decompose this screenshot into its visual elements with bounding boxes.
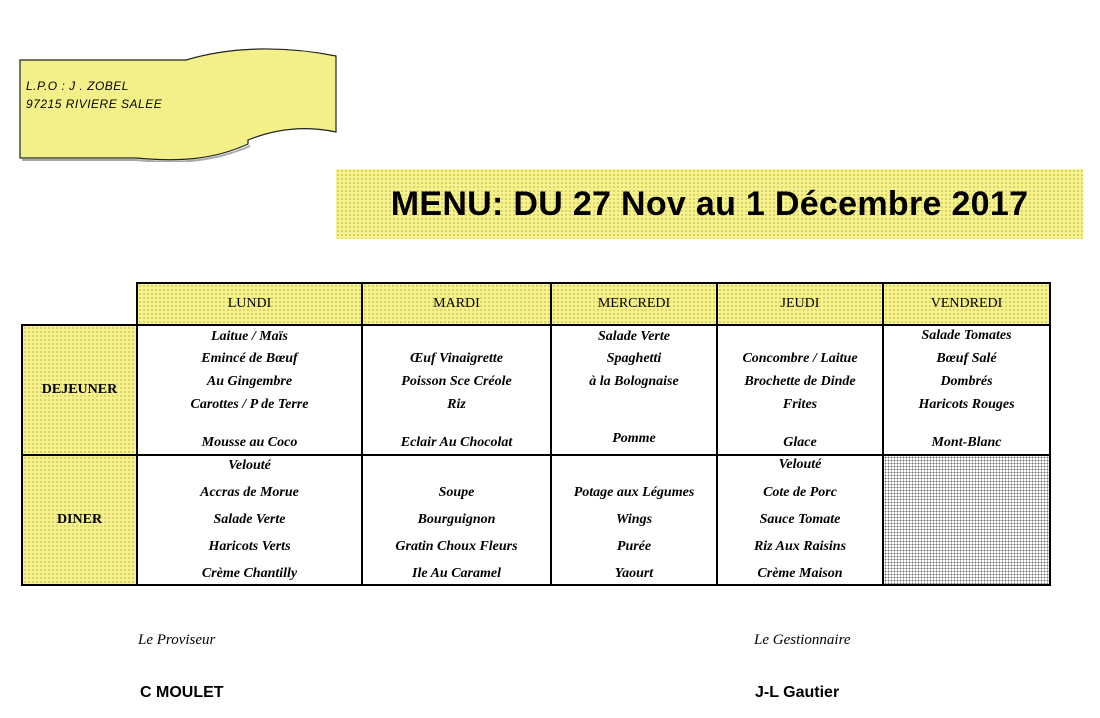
school-info	[26, 77, 286, 113]
menu-item: Wings	[615, 512, 653, 527]
diner-lundi	[137, 455, 362, 585]
menu-item: Purée	[616, 539, 652, 554]
day-header-jeudi: JEUDI	[717, 283, 883, 325]
menu-item: Laitue / Maïs	[210, 329, 288, 344]
diner-jeudi	[717, 455, 883, 585]
menu-item: Mousse au Coco	[201, 435, 298, 450]
menu-item: Emincé de Bœuf	[201, 351, 298, 366]
signature-name-gestionnaire: J-L Gautier	[755, 684, 840, 701]
menu-item: Frites	[782, 397, 818, 412]
menu-item: Crème Chantilly	[201, 566, 298, 581]
signature-title-gestionnaire: Le Gestionnaire	[754, 632, 851, 648]
menu-item: Haricots Rouges	[918, 397, 1015, 412]
menu-item: Haricots Verts	[208, 539, 291, 554]
day-header-lundi: LUNDI	[137, 283, 362, 325]
menu-item: Gratin Choux Fleurs	[395, 539, 518, 554]
menu-item: Concombre / Laitue	[742, 351, 858, 366]
dejeuner-row	[22, 325, 1050, 455]
dejeuner-jeudi	[717, 325, 883, 455]
menu-item: Ile Au Caramel	[412, 566, 501, 581]
day-header-mercredi: MERCREDI	[551, 283, 717, 325]
dejeuner-vendredi	[883, 325, 1050, 455]
header-row	[22, 283, 1050, 325]
dejeuner-lundi	[137, 325, 362, 455]
diner-mercredi	[551, 455, 717, 585]
table-corner	[22, 283, 137, 325]
menu-item: Dombrés	[940, 374, 993, 389]
menu-item: Salade Verte	[213, 512, 286, 527]
menu-item: Bœuf Salé	[936, 351, 997, 366]
menu-item: Eclair Au Chocolat	[400, 435, 513, 450]
menu-item: Crème Maison	[757, 566, 843, 581]
menu-item: Spaghetti	[606, 351, 662, 366]
menu-item: Salade Verte	[598, 329, 670, 344]
menu-item: Pomme	[612, 431, 656, 446]
menu-item: Accras de Morue	[200, 485, 299, 500]
school-address: 97215 RIVIERE SALEE	[26, 97, 163, 111]
menu-item: Glace	[783, 435, 817, 450]
day-header-mardi: MARDI	[362, 283, 551, 325]
title-box	[336, 169, 1083, 239]
menu-item: à la Bolognaise	[589, 374, 679, 389]
menu-item: Œuf Vinaigrette	[410, 351, 503, 366]
menu-item: Cote de Porc	[763, 485, 837, 500]
diner-vendredi-empty	[883, 455, 1050, 585]
diner-row	[22, 455, 1050, 585]
diner-mardi	[362, 455, 551, 585]
signature-title-proviseur: Le Proviseur	[138, 632, 216, 648]
menu-item: Poisson Sce Créole	[401, 374, 512, 389]
menu-item: Au Gingembre	[206, 374, 293, 389]
menu-item: Sauce Tomate	[759, 512, 841, 527]
menu-item: Soupe	[438, 485, 475, 500]
row-header-diner: DINER	[22, 455, 137, 585]
row-header-dejeuner: DEJEUNER	[22, 325, 137, 455]
menu-item: Carottes / P de Terre	[190, 397, 309, 412]
signature-name-proviseur: C MOULET	[140, 684, 224, 701]
menu-item: Riz	[447, 397, 466, 412]
menu-item: Salade Tomates	[921, 328, 1012, 343]
day-header-vendredi: VENDREDI	[883, 283, 1050, 325]
menu-item: Velouté	[778, 457, 822, 472]
menu-item: Bourguignon	[417, 512, 496, 527]
school-name: L.P.O : J . ZOBEL	[26, 79, 129, 93]
dejeuner-mardi	[362, 325, 551, 455]
menu-table	[21, 282, 1051, 586]
page-title: MENU: DU 27 Nov au 1 Décembre 2017	[390, 184, 1029, 223]
menu-item: Riz Aux Raisins	[753, 539, 847, 554]
menu-item: Velouté	[228, 458, 271, 473]
menu-item: Potage aux Légumes	[573, 485, 695, 500]
menu-item: Yaourt	[614, 566, 654, 581]
menu-item: Brochette de Dinde	[744, 374, 856, 389]
menu-item: Mont-Blanc	[931, 435, 1002, 450]
dejeuner-mercredi	[551, 325, 717, 455]
